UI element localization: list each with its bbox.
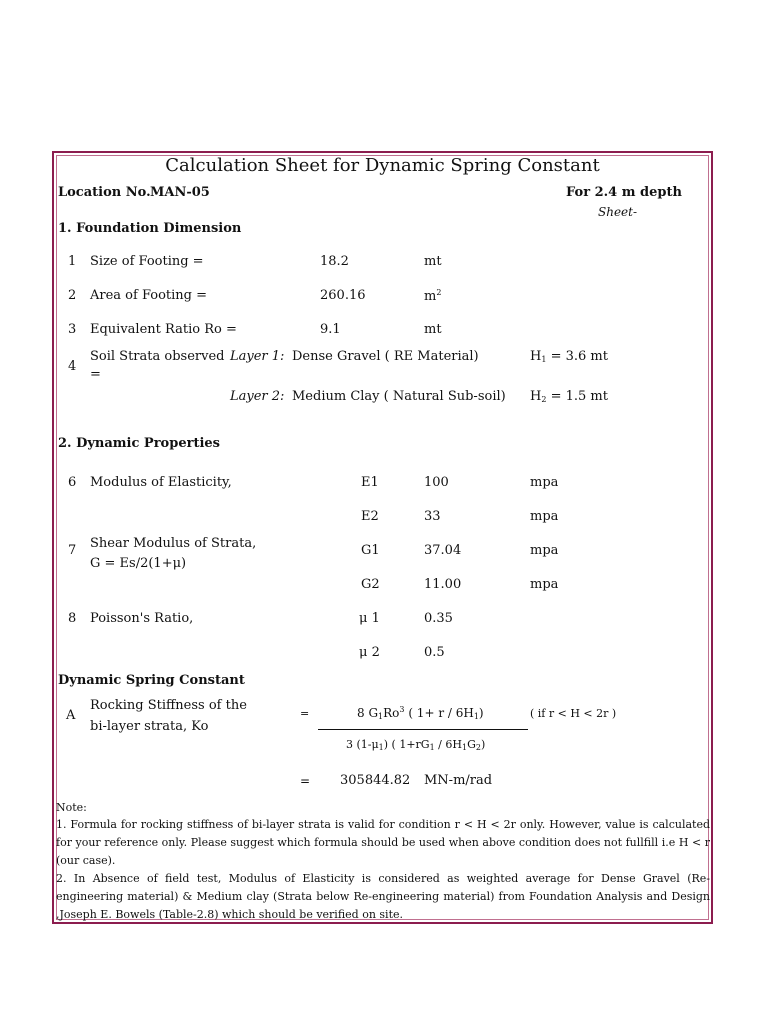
g1-value: 37.04 [424,543,462,558]
layer2-thickness: $H_2 = 1.5$ mt [530,389,608,404]
row-number: 3 [68,322,77,337]
g1-symbol: G1 [361,543,380,558]
section-dynamic-spring-constant: Dynamic Spring Constant [58,673,245,688]
mu2-value: 0.5 [424,645,445,660]
layer1-thickness: $H_1 = 3.6$ mt [530,349,608,364]
row-unit: mt [424,254,442,269]
row-unit: mt [424,322,442,337]
sheet-label: Sheet- [598,205,638,219]
g1-unit: mpa [530,543,559,558]
location-value: MAN-05 [150,185,210,200]
mu2-symbol: μ 2 [359,645,380,660]
result-unit: MN-m/rad [424,773,493,788]
sheet-title: Calculation Sheet for Dynamic Spring Constant [165,155,600,176]
g2-symbol: G2 [361,577,380,592]
row-value: 260.16 [320,288,366,303]
equals-sign: = [300,707,310,720]
row-letter: A [66,708,76,723]
formula-numerator: 8 $G_1Ro^3$ ( $1+ r / 6H_1$) [357,705,484,721]
result-equals-sign: = [300,774,311,788]
layer1-description: Dense Gravel ( RE Material) [292,349,479,364]
row-value: 9.1 [320,322,341,337]
row-label: Size of Footing = [90,254,204,269]
g2-value: 11.00 [424,577,462,592]
location-label: Location No. [58,185,151,200]
row-label: Shear Modulus of Strata, [90,536,257,551]
g2-unit: mpa [530,577,559,592]
mu1-symbol: μ 1 [359,611,380,626]
row-label: Poisson's Ratio, [90,611,194,626]
layer1-label: Layer 1: [230,349,285,364]
row-number: 2 [68,288,77,303]
rocking-label-2: bi-layer strata, Ko [90,719,209,734]
e1-value: 100 [424,475,449,490]
section-foundation-dimension: 1. Foundation Dimension [58,221,242,236]
calculation-sheet [52,151,713,924]
note-2: 2. In Absence of field test, Modulus of Elasticity is considered as weighted average for Dense Gravel (Re-engineering material) & Medium clay (Strata below Re-engineering material) from Foundation Analysis and Design ,Joseph E. Bowels (Table-2.8) which should be verified on site. [56,872,710,921]
row-number: 7 [68,543,77,558]
row-label: Area of Footing = [90,288,208,303]
row-value: 18.2 [320,254,349,269]
row-number: 1 [68,254,77,269]
e2-unit: mpa [530,509,559,524]
row-formula: G = Es/2(1+μ) [90,556,187,571]
layer2-label: Layer 2: [230,389,285,404]
note-1: 1. Formula for rocking stiffness of bi-layer strata is valid for condition r < H < 2r only. However, value is calculated for your reference only. Please suggest which formula should be used when above condition does not fullfill i.e H < r (our case). [56,818,710,867]
depth-label: For 2.4 m depth [566,185,682,200]
row-number: 4 [68,359,77,374]
notes-heading: Note: [56,801,87,814]
formula-denominator: 3 $(1-\mu_1)$ ( $1+rG_1 / 6H_1G_2$) [346,738,486,752]
e1-symbol: E1 [361,475,379,490]
row-number: 6 [68,475,77,490]
fraction-line [318,729,528,730]
row-unit: $m^2$ [424,288,442,304]
section-dynamic-properties: 2. Dynamic Properties [58,436,220,451]
row-label: Modulus of Elasticity, [90,475,232,490]
layer2-description: Medium Clay ( Natural Sub-soil) [292,389,506,404]
e1-unit: mpa [530,475,559,490]
condition-note: ( if r < H < 2r ) [530,707,617,720]
result-value: 305844.82 [340,773,411,788]
e2-symbol: E2 [361,509,379,524]
strata-label: Soil Strata observed [90,349,225,364]
strata-label-eq: = [90,367,101,382]
row-number: 8 [68,611,77,626]
mu1-value: 0.35 [424,611,453,626]
row-label: Equivalent Ratio Ro = [90,322,237,337]
rocking-label: Rocking Stiffness of the [90,698,247,713]
e2-value: 33 [424,509,441,524]
